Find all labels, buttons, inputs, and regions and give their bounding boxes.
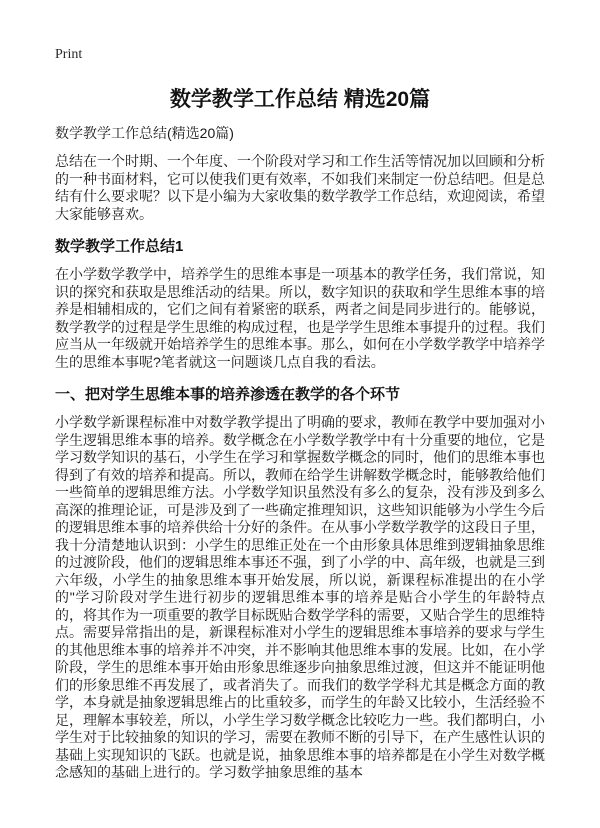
document-subtitle: 数学教学工作总结(精选20篇) [55,125,234,141]
intro-paragraph: 总结在一个时期、一个年度、一个阶段对学习和工作生活等情况加以回顾和分析的一种书面材料，它可以使我们更有效率，不如我们来制定一份总结吧。但是总结有什么要求呢？以下是小编为大家收集的数学教学工作总结，欢迎阅读，希望大家能够喜欢。 [55,153,545,222]
print-button[interactable]: Print [55,47,83,62]
document-title: 数学教学工作总结 精选20篇 [169,88,431,111]
section-2-paragraph: 小学数学新课程标准中对数学教学提出了明确的要求，教师在教学中要加强对小学生逻辑思维本事的培养。数学概念在小学数学教学中有十分重要的地位，它是学习数学知识的基石，小学生在学习和掌握数学概念的同时，他们的思维本事也得到了有效的培养和提高。所以，教师在给学生讲解数学概念时，能够教给他们一些简单的逻辑思维方法。小学数学知识虽然没有多么的复杂，没有涉及到多么高深的推理论证，可是涉及到了一些确定推理知识，这些知识能够为小学生今后的逻辑思维本事的培养供给十分好的条件。在从事小学数学教学的这段日子里，我十分清楚地认识到：小学生的思维正处在一个由形象具体思维到逻辑抽象思维的过渡阶段，他们的逻辑思维本事还不强，到了小学的中、高年级，也就是三到六年级，小学生的抽象思维本事开始发展，所以说，新课程标准提出的在小学的"学习阶段对学生进行初步的逻辑思维本事的培养是贴合小学生的年龄特点的，将其作为一项重要的教学目标既贴合数学学科的需要，又贴合学生的思维特点。需要异常指出的是，新课程标准对小学生的逻辑思维本事培养的要求与学生的其他思维本事的培养并不冲突，并不影响其他思维本事的发展。比如，在小学阶段，学生的思维本事开始由形象思维逐步向抽象思维过渡，但这并不能证明他们的形象思维不再发展了，或者消失了。而我们的数学学科尤其是概念方面的教学，本身就是抽象逻辑思维占的比重较多，而学生的年龄又比较小，生活经验不足，理解本事较差，所以，小学生学习数学概念比较吃力一些。我们都明白，小学生对于比较抽象的知识的学习，需要在教师不断的引导下，在产生感性认识的基础上实现知识的飞跃。也就是说，抽象思维本事的培养都是在小学生对数学概念感知的基础上进行的。学习数学抽象思维的基本 [55,414,545,780]
section-heading-2: 一、把对学生思维本事的培养渗透在教学的各个环节 [55,386,401,403]
section-1-paragraph: 在小学数学教学中，培养学生的思维本事是一项基本的教学任务，我们常说，知识的探究和获取是思维活动的结果。所以，数字知识的获取和学生思维本事的培养是相辅相成的，它们之间有着紧密的联系，两者之间是同步进行的。能够说，数学教学的过程是学生思维的构成过程，也是学学生思维本事提升的过程。我们应当从一年级就开始培养学生的思维本事。那么，如何在小学数学教学中培养学生的思维本事呢?笔者就这一问题谈几点自我的看法。 [55,266,545,370]
section-heading-1: 数学教学工作总结1 [55,238,184,255]
